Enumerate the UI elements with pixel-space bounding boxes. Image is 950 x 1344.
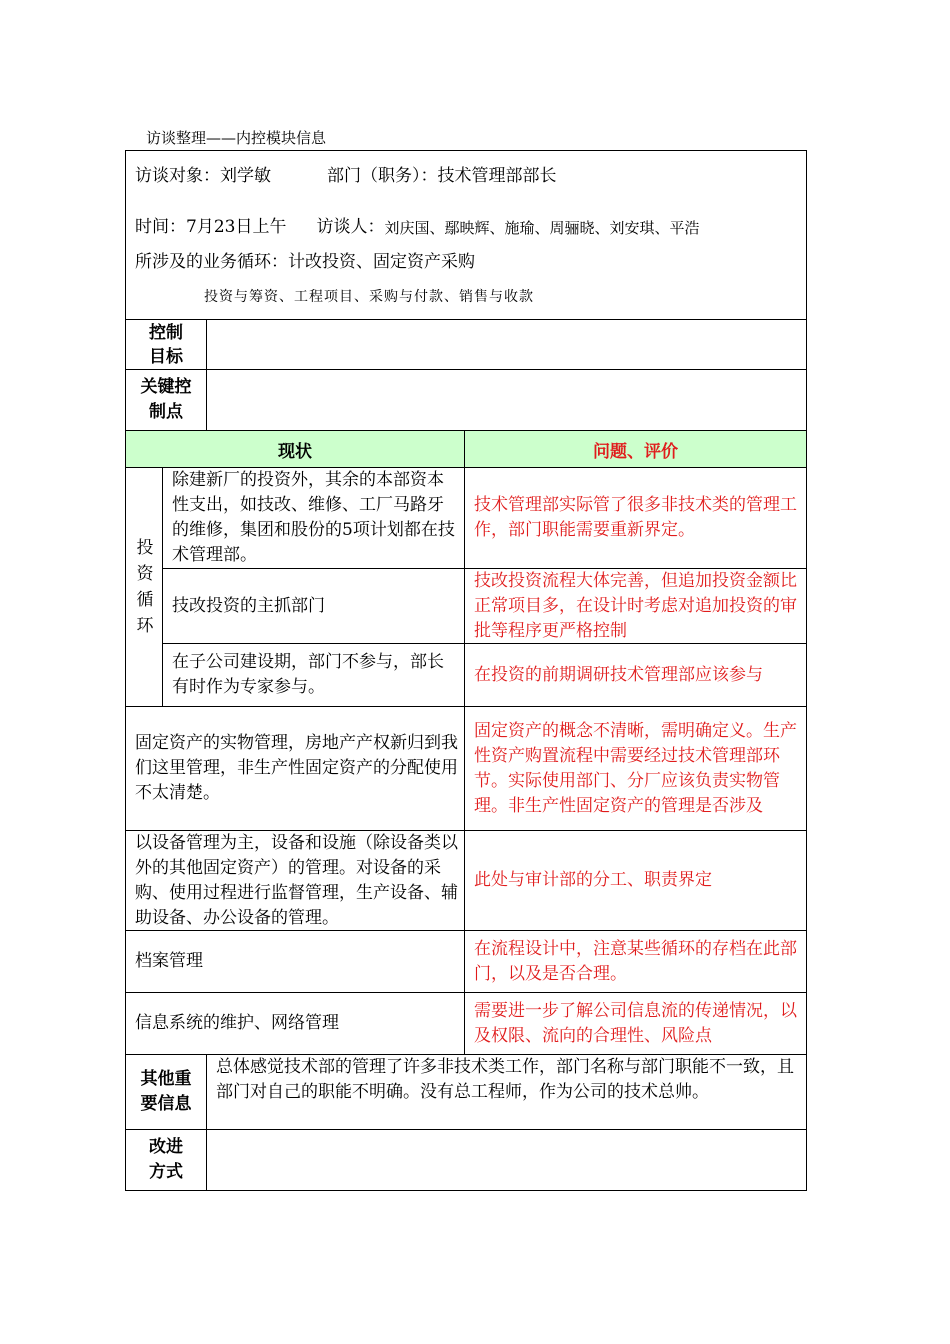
item-issue-4: 需要进一步了解公司信息流的传递情况，以及权限、流向的合理性、风险点	[474, 1000, 797, 1046]
time-label: 时间：	[135, 216, 186, 237]
invest-issue-1: 技术管理部实际管了很多非技术类的管理工作，部门职能需要重新界定。	[474, 495, 797, 540]
item-status-2: 以设备管理为主，设备和设施（除设备类以外的其他固定资产）的管理。对设备的采购、使用过程进行监督管理，生产设备、辅助设备、办公设备的管理。	[135, 832, 458, 928]
subject-line	[135, 163, 795, 189]
other-info-text: 总体感觉技术部的管理了许多非技术类工作，部门名称与部门职能不一致，且部门对自己的职能不明确。没有总工程师，作为公司的技术总帅。	[216, 1057, 794, 1102]
cycle-sub-value: 投资与筹资、工程项目、采购与付款、销售与收款	[204, 289, 534, 305]
status-header: 现状	[278, 441, 312, 462]
subject-label: 访谈对象：	[135, 165, 220, 186]
invest-status-3: 在子公司建设期，部门不参与，部长有时作为专家参与。	[172, 652, 444, 697]
item-status-1: 固定资产的实物管理，房地产产权新归到我们这里管理，非生产性固定资产的分配使用不太清楚。	[135, 733, 458, 803]
improve-label: 改进方式	[149, 1137, 183, 1182]
invest-status-2: 技改投资的主抓部门	[172, 595, 325, 616]
time-line	[135, 214, 795, 240]
control-objective-label: 控制目标	[149, 322, 183, 367]
invest-issue-3: 在投资的前期调研技术管理部应该参与	[474, 664, 763, 685]
doc-caption: 访谈整理——内控模块信息	[146, 129, 327, 147]
other-info-label: 其他重要信息	[140, 1069, 192, 1114]
item-issue-3: 在流程设计中，注意某些循环的存档在此部门，以及是否合理。	[474, 938, 797, 984]
item-status-4: 信息系统的维护、网络管理	[135, 1013, 339, 1033]
cycle-value: 计改投资、固定资产采购	[288, 251, 475, 272]
item-status-3: 档案管理	[135, 951, 203, 971]
invest-issue-2: 技改投资流程大体完善，但追加投资金额比正常项目多，在设计时考虑对追加投资的审批等程序更严格控制	[474, 570, 797, 641]
invest-cycle-label: 投资循环	[136, 538, 154, 636]
subject-value: 刘学敏	[220, 165, 271, 186]
issue-header: 问题、评价	[593, 441, 678, 462]
dept-value: 技术管理部部长	[437, 165, 557, 186]
item-issue-2: 此处与审计部的分工、职责界定	[474, 870, 712, 890]
cycle-line	[135, 249, 795, 275]
interviewers-value: 刘庆国、鄢映辉、施瑜、周骊晓、刘安琪、平浩	[384, 218, 700, 237]
cycle-subline	[204, 285, 764, 307]
interviewer-label: 访谈人：	[316, 216, 385, 237]
item-issue-1: 固定资产的概念不清晰，需明确定义。生产性资产购置流程中需要经过技术管理部环节。实际使用部门、分厂应该负责实物管理。非生产性固定资产的管理是否涉及	[474, 720, 797, 816]
dept-label: 部门（职务）：	[327, 165, 438, 186]
cycle-label: 所涉及的业务循环：	[135, 251, 288, 272]
key-control-label: 关键控制点	[140, 377, 192, 422]
time-value: 7月23日上午	[186, 216, 287, 237]
interview-table	[125, 150, 807, 1191]
invest-status-1: 除建新厂的投资外，其余的本部资本性支出，如技改、维修、工厂马路牙的维修，集团和股份的5项计划都在技术管理部。	[172, 470, 455, 565]
